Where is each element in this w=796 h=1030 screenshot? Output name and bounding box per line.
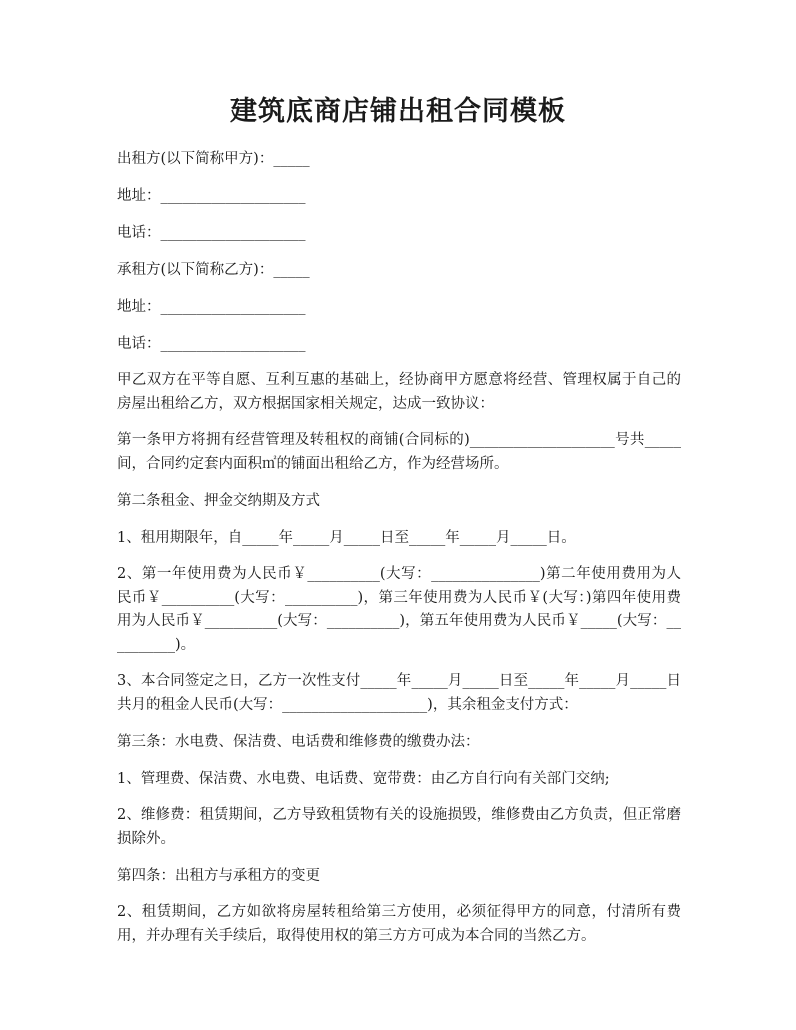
lessee-phone-line: 电话：____________________ bbox=[117, 336, 306, 352]
lessee-address-line: 地址：____________________ bbox=[117, 299, 306, 315]
article-4-clause-2: 2、租赁期间，乙方如欲将房屋转租给第三方使用，必须征得甲方的同意，付清所有费用，并办理有关手续后，取得使用权的第三方方可成为本合同的当然乙方。 bbox=[117, 904, 681, 944]
article-1-paragraph: 第一条甲方将拥有经营管理及转租权的商铺(合同标的)____________________号共_____间，合同约定套内面积㎡的铺面出租给乙方，作为经营场所。 bbox=[117, 432, 681, 472]
article-3-clause-2: 2、维修费：租赁期间，乙方导致租赁物有关的设施损毁，维修费由乙方负责，但正常磨损除外。 bbox=[117, 807, 681, 847]
lessor-phone-line: 电话：____________________ bbox=[117, 225, 306, 241]
article-2-clause-1: 1、租用期限年，自_____年_____月_____日至_____年_____月_____日。 bbox=[117, 530, 576, 546]
article-3-heading: 第三条：水电费、保洁费、电话费和维修费的缴费办法： bbox=[117, 734, 480, 750]
lessor-name-line: 出租方(以下简称甲方)：_____ bbox=[117, 151, 310, 167]
article-2-clause-2: 2、第一年使用费为人民币￥__________(大写：_______________)第二年使用费用为人民币￥__________(大写：__________)，第三年使用费为人民币￥(大写：)第四年使用费用为人民币￥__________(大写：__________)，第五年使用费为人民币￥_____(大写：__________)。 bbox=[117, 566, 681, 653]
document-title: 建筑底商店铺出租合同模板 bbox=[230, 96, 566, 127]
article-3-clause-1: 1、管理费、保洁费、水电费、电话费、宽带费：由乙方自行向有关部门交纳; bbox=[117, 771, 610, 787]
article-2-heading: 第二条租金、押金交纳期及方式 bbox=[117, 493, 320, 509]
document-body bbox=[117, 147, 681, 961]
article-4-heading: 第四条：出租方与承租方的变更 bbox=[117, 868, 320, 884]
preamble-paragraph: 甲乙双方在平等自愿、互利互惠的基础上，经协商甲方愿意将经营、管理权属于自己的房屋出租给乙方，双方根据国家相关规定，达成一致协议： bbox=[117, 372, 681, 412]
article-2-clause-3: 3、本合同签定之日，乙方一次性支付_____年_____月_____日至_____年_____月_____日共月的租金人民币(大写：____________________)，其余租金支付方式： bbox=[117, 673, 681, 713]
lessee-name-line: 承租方(以下简称乙方)：_____ bbox=[117, 262, 310, 278]
lessor-address-line: 地址：____________________ bbox=[117, 188, 306, 204]
